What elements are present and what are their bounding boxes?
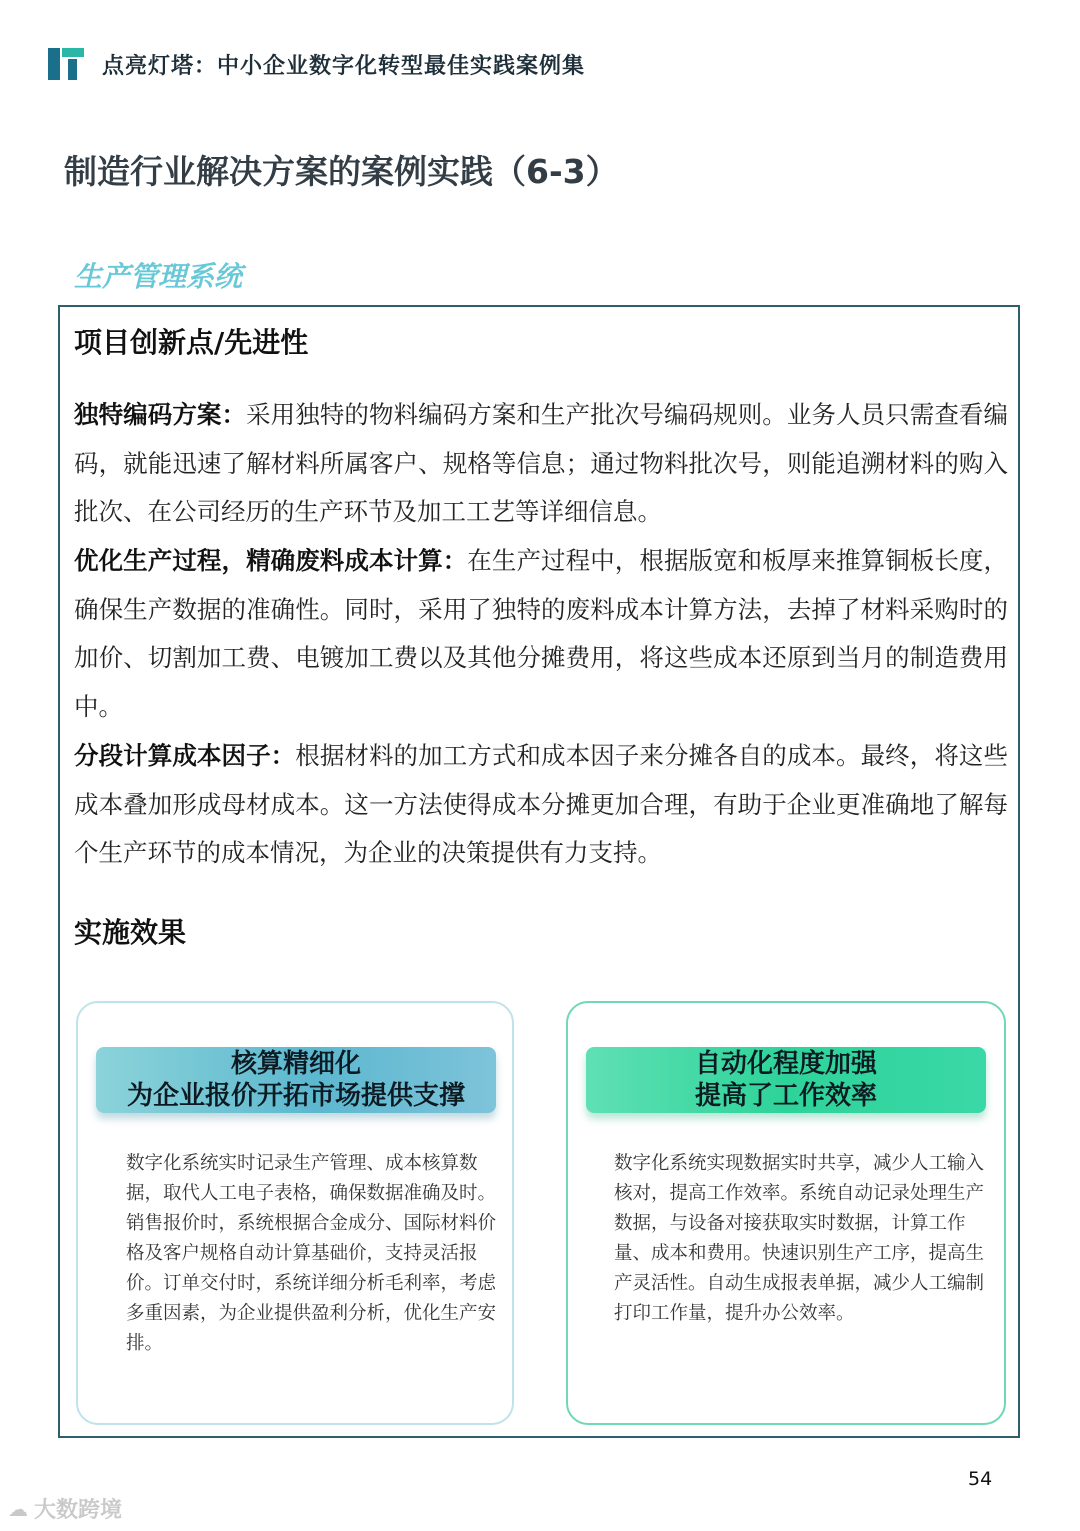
innovation-item-label: 独特编码方案： (74, 400, 247, 429)
effect-card-subtitle: 为企业报价开拓市场提供支撑 (126, 1081, 465, 1111)
effect-card-title: 自动化程度加强 (694, 1049, 877, 1079)
innovation-item-label: 分段计算成本因子： (74, 741, 296, 770)
innovation-item-label: 优化生产过程，精确废料成本计算： (74, 546, 468, 575)
effect-card-banner (96, 1047, 496, 1113)
effect-card-automation (566, 1001, 1006, 1425)
innovation-item (74, 732, 1008, 878)
effect-card-text: 数字化系统实现数据实时共享，减少人工输入核对，提高工作效率。系统自动记录处理生产数据，与设备对接获取实时数据，计算工作量、成本和费用。快速识别生产工序，提高生产灵活性。自动生成报表单据，减少人工编制打印工作量，提升办公效率。 (614, 1153, 985, 1324)
page-number: 54 (968, 1468, 993, 1490)
effect-card-title: 核算精细化 (230, 1049, 361, 1079)
innovation-item-text: 采用独特的物料编码方案和生产批次号编码规则。业务人员只需查看编码，就能迅速了解材料所属客户、规格等信息；通过物料批次号，则能追溯材料的购入批次、在公司经历的生产环节及加工工艺等详细信息。 (74, 400, 1009, 526)
page-header (48, 44, 585, 84)
innovation-item (74, 537, 1008, 731)
watermark (8, 1493, 122, 1524)
page-title: 制造行业解决方案的案例实践（6-3） (64, 152, 619, 191)
innovation-item-text: 根据材料的加工方式和成本因子来分摊各自的成本。最终，将这些成本叠加形成母材成本。这一方法使得成本分摊更加合理，有助于企业更准确地了解每个生产环节的成本情况，为企业的决策提供有力支持。 (74, 741, 1009, 867)
innovation-item (74, 391, 1008, 537)
brand-logo-icon (48, 46, 88, 82)
effect-card-banner (586, 1047, 986, 1113)
innovation-item-text: 在生产过程中，根据版宽和板厚来推算铜板长度，确保生产数据的准确性。同时，采用了独特的废料成本计算方法，去掉了材料采购时的加价、切割加工费、电镀加工费以及其他分摊费用，将这些成本还原到当月的制造费用中。 (74, 546, 1008, 721)
effect-card-text: 数字化系统实时记录生产管理、成本核算数据，取代人工电子表格，确保数据准确及时。销售报价时，系统根据合金成分、国际材料价格及客户规格自动计算基础价，支持灵活报价。订单交付时，系统详细分析毛利率，考虑多重因素，为企业提供盈利分析，优化生产安排。 (126, 1153, 497, 1354)
innovation-heading: 项目创新点/先进性 (74, 326, 309, 359)
header-title: 点亮灯塔：中小企业数字化转型最佳实践案例集 (102, 53, 586, 79)
watermark-logo-icon: ☁ (8, 1496, 28, 1521)
watermark-text: 大数跨境 (34, 1498, 123, 1523)
content-box (58, 305, 1020, 1438)
effect-card-accounting (76, 1001, 514, 1425)
effect-card-subtitle: 提高了工作效率 (694, 1081, 877, 1111)
effects-heading: 实施效果 (74, 916, 187, 949)
section-title: 生产管理系统 (74, 260, 243, 293)
